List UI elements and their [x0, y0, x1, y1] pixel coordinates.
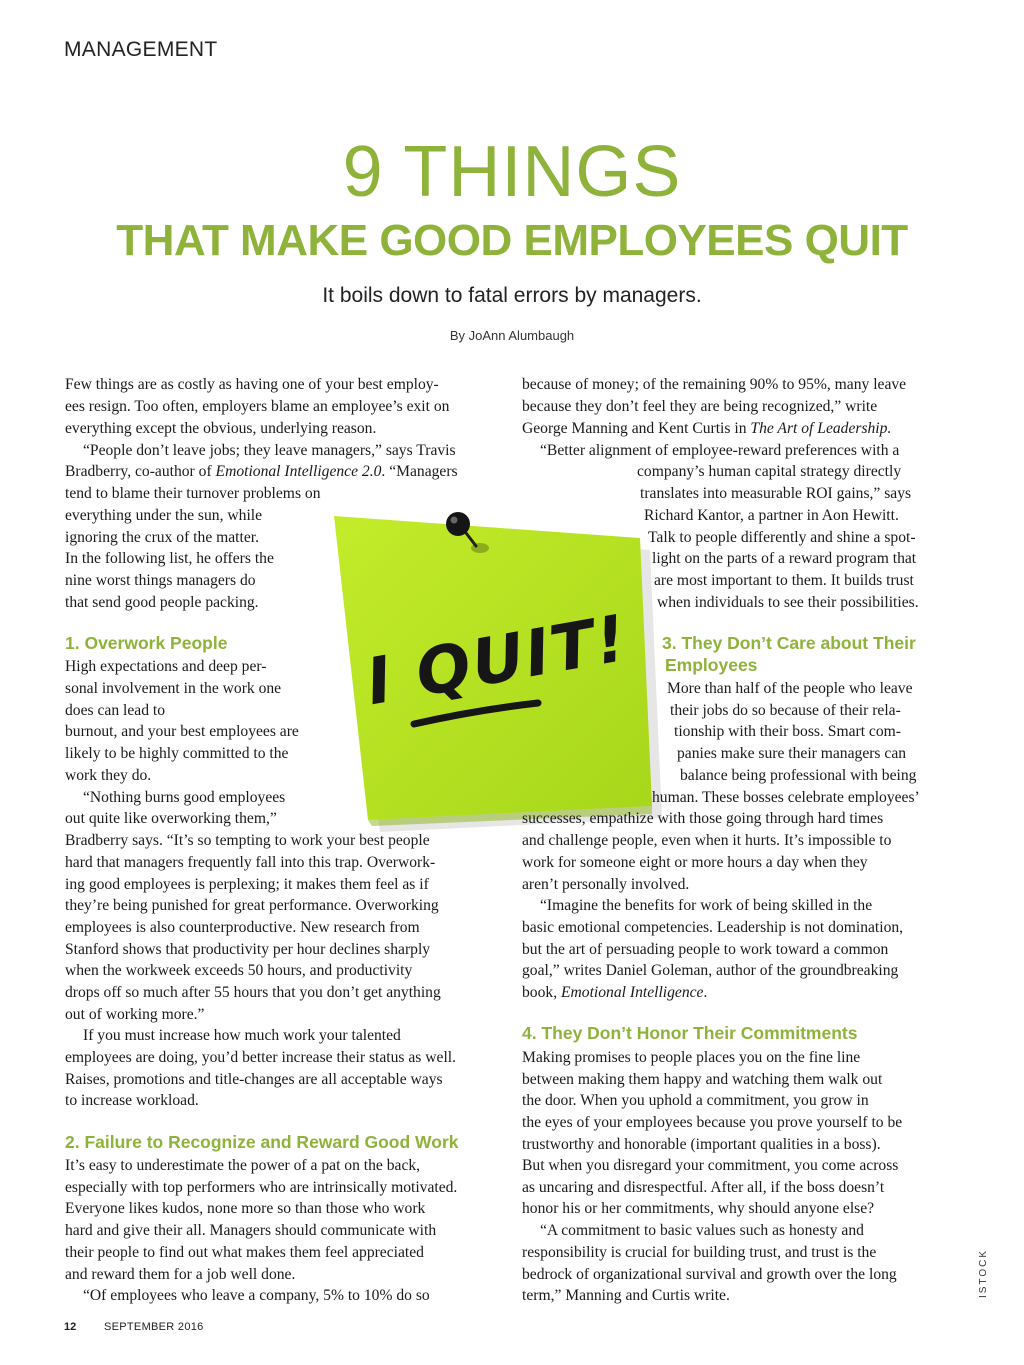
text-line: honor his or her commitments, why should anyone else? [522, 1200, 875, 1217]
text-line: that send good people packing. [65, 594, 259, 611]
sticky-note-image [326, 474, 666, 834]
text-line: light on the parts of a reward program that [652, 550, 917, 567]
text-line: Talk to people differently and shine a spot- [648, 529, 916, 546]
text-line: they’re being punished for great performance. Overworking [65, 897, 439, 914]
text-line: hard that managers frequently fall into this trap. Overwork- [65, 854, 436, 871]
section-heading: 3. They Don’t Care about Their [662, 633, 916, 653]
text-line: book, Emotional Intelligence. [522, 984, 708, 1001]
section-heading: 4. They Don’t Honor Their Commitments [522, 1023, 858, 1043]
section-heading: 2. Failure to Recognize and Reward Good Work [65, 1132, 459, 1152]
text-line: “Better alignment of employee-reward preferences with a [540, 442, 900, 459]
text-line: sonal involvement in the work one [65, 680, 282, 697]
note-handwriting: I QUIT! [361, 601, 634, 721]
text-line: trustworthy and honorable (important qualities in a boss). [522, 1136, 881, 1153]
text-line: Bradberry, co-author of Emotional Intelligence 2.0. “Managers [65, 463, 458, 480]
text-line: aren’t personally involved. [522, 876, 690, 893]
text-line: “Imagine the benefits for work of being skilled in the [540, 897, 873, 914]
text-line: bedrock of organizational survival and growth over the long [522, 1266, 897, 1283]
text-line: because of money; of the remaining 90% to 95%, many leave [522, 376, 907, 393]
text-line: work for someone eight or more hours a day when they [522, 854, 868, 871]
text-line: everything except the obvious, underlying reason. [65, 420, 377, 437]
deck: It boils down to fatal errors by managers. [322, 284, 702, 307]
text-line: Everyone likes kudos, none more so than those who work [65, 1200, 426, 1217]
text-line: Few things are as costly as having one of your best employ- [65, 376, 439, 393]
text-line: the door. When you uphold a commitment, you grow in [522, 1092, 869, 1109]
text-line: In the following list, he offers the [65, 550, 274, 567]
text-line: panies make sure their managers can [677, 745, 907, 762]
text-line: out of working more.” [65, 1006, 205, 1023]
text-line: work they do. [65, 767, 152, 784]
text-line: out quite like overworking them,” [65, 810, 277, 827]
text-line: High expectations and deep per- [65, 658, 267, 675]
text-line: ignoring the crux of the matter. [65, 529, 260, 546]
text-line: burnout, and your best employees are [65, 723, 299, 740]
text-line: “Of employees who leave a company, 5% to 10% do so [83, 1287, 430, 1304]
text-line: goal,” writes Daniel Goleman, author of the groundbreaking [522, 962, 899, 979]
text-line: likely to be highly committed to the [65, 745, 289, 762]
text-line: term,” Manning and Curtis write. [522, 1287, 730, 1304]
text-line: ees resign. Too often, employers blame an employee’s exit on [65, 398, 450, 415]
text-line: drops off so much after 55 hours that you don’t get anything [65, 984, 441, 1001]
issue-date: SEPTEMBER 2016 [104, 1321, 204, 1333]
text-line: successes, empathize with those going through hard times [522, 810, 884, 827]
text-line: “People don’t leave jobs; they leave managers,” says Travis [83, 442, 456, 459]
text-line: but the art of persuading people to work toward a common [522, 941, 889, 958]
text-line: responsibility is crucial for building trust, and trust is the [522, 1244, 877, 1261]
photo-credit: ISTOCK [978, 1248, 989, 1298]
text-line: tionship with their boss. Smart com- [674, 723, 901, 740]
text-line: when the workweek exceeds 50 hours, and productivity [65, 962, 413, 979]
text-line: balance being professional with being [680, 767, 917, 784]
text-line: Making promises to people places you on the fine line [522, 1049, 861, 1066]
text-line: hard and give their all. Managers should communicate with [65, 1222, 437, 1239]
text-line: basic emotional competencies. Leadership is not domination, [522, 919, 904, 936]
text-line: “A commitment to basic values such as honesty and [540, 1222, 864, 1239]
text-line: when individuals to see their possibilities. [657, 594, 919, 611]
text-line: If you must increase how much work your talented [83, 1027, 401, 1044]
text-line: “Nothing burns good employees [83, 789, 286, 806]
text-line: Bradberry says. “It’s so tempting to work your best people [65, 832, 430, 849]
text-line: Richard Kantor, a partner in Aon Hewitt. [644, 507, 899, 524]
book-title: Emotional Intelligence [561, 984, 704, 1001]
text-line: company’s human capital strategy directly [637, 463, 902, 480]
text-line: employees is also counterproductive. New research from [65, 919, 420, 936]
book-title: Emotional Intelligence 2.0 [215, 463, 382, 480]
text-line: and reward them for a job well done. [65, 1266, 296, 1283]
text-line: Stanford shows that productivity per hour declines sharply [65, 941, 431, 958]
text-line: their people to find out what makes them feel appreciated [65, 1244, 424, 1261]
text-line: and challenge people, even when it hurts. It’s impossible to [522, 832, 892, 849]
section-heading: 1. Overwork People [65, 633, 228, 653]
text-line: George Manning and Kent Curtis in The Art of Leadership. [522, 420, 892, 437]
section-label: MANAGEMENT [64, 38, 218, 61]
page-number: 12 [64, 1321, 77, 1333]
text-line: between making them happy and watching them walk out [522, 1071, 883, 1088]
text-line: It’s easy to underestimate the power of a pat on the back, [65, 1157, 421, 1174]
text-line: tend to blame their turnover problems on [65, 485, 321, 502]
text-line: everything under the sun, while [65, 507, 263, 524]
text-line: Raises, promotions and title-changes are all acceptable ways [65, 1071, 443, 1088]
page-title: 9 THINGS [342, 132, 682, 212]
text-line: are most important to them. It builds trust [654, 572, 914, 589]
text-line: human. These bosses celebrate employees’ [652, 789, 920, 806]
text-line: employees are doing, you’d better increase their status as well. [65, 1049, 457, 1066]
text-line: because they don’t feel they are being recognized,” write [522, 398, 878, 415]
text-line: More than half of the people who leave [667, 680, 913, 697]
text-line: does can lead to [65, 702, 166, 719]
byline: By JoAnn Alumbaugh [449, 328, 575, 343]
text-line: nine worst things managers do [65, 572, 256, 589]
text-line: ing good employees is perplexing; it makes them feel as if [65, 876, 429, 893]
text-line: to increase workload. [65, 1092, 199, 1109]
text-line: their jobs do so because of their rela- [670, 702, 901, 719]
page-subtitle: THAT MAKE GOOD EMPLOYEES QUIT [116, 216, 908, 265]
text-line: the eyes of your employees because you prove yourself to be [522, 1114, 903, 1131]
text-line: But when you disregard your commitment, you come across [522, 1157, 899, 1174]
text-line: especially with top performers who are intrinsically motivated. [65, 1179, 458, 1196]
text-line: translates into measurable ROI gains,” says [640, 485, 912, 502]
section-heading: Employees [665, 655, 758, 675]
book-title: The Art of Leadership. [750, 420, 892, 437]
text-line: as uncaring and disrespectful. After all, if the boss doesn’t [522, 1179, 885, 1196]
